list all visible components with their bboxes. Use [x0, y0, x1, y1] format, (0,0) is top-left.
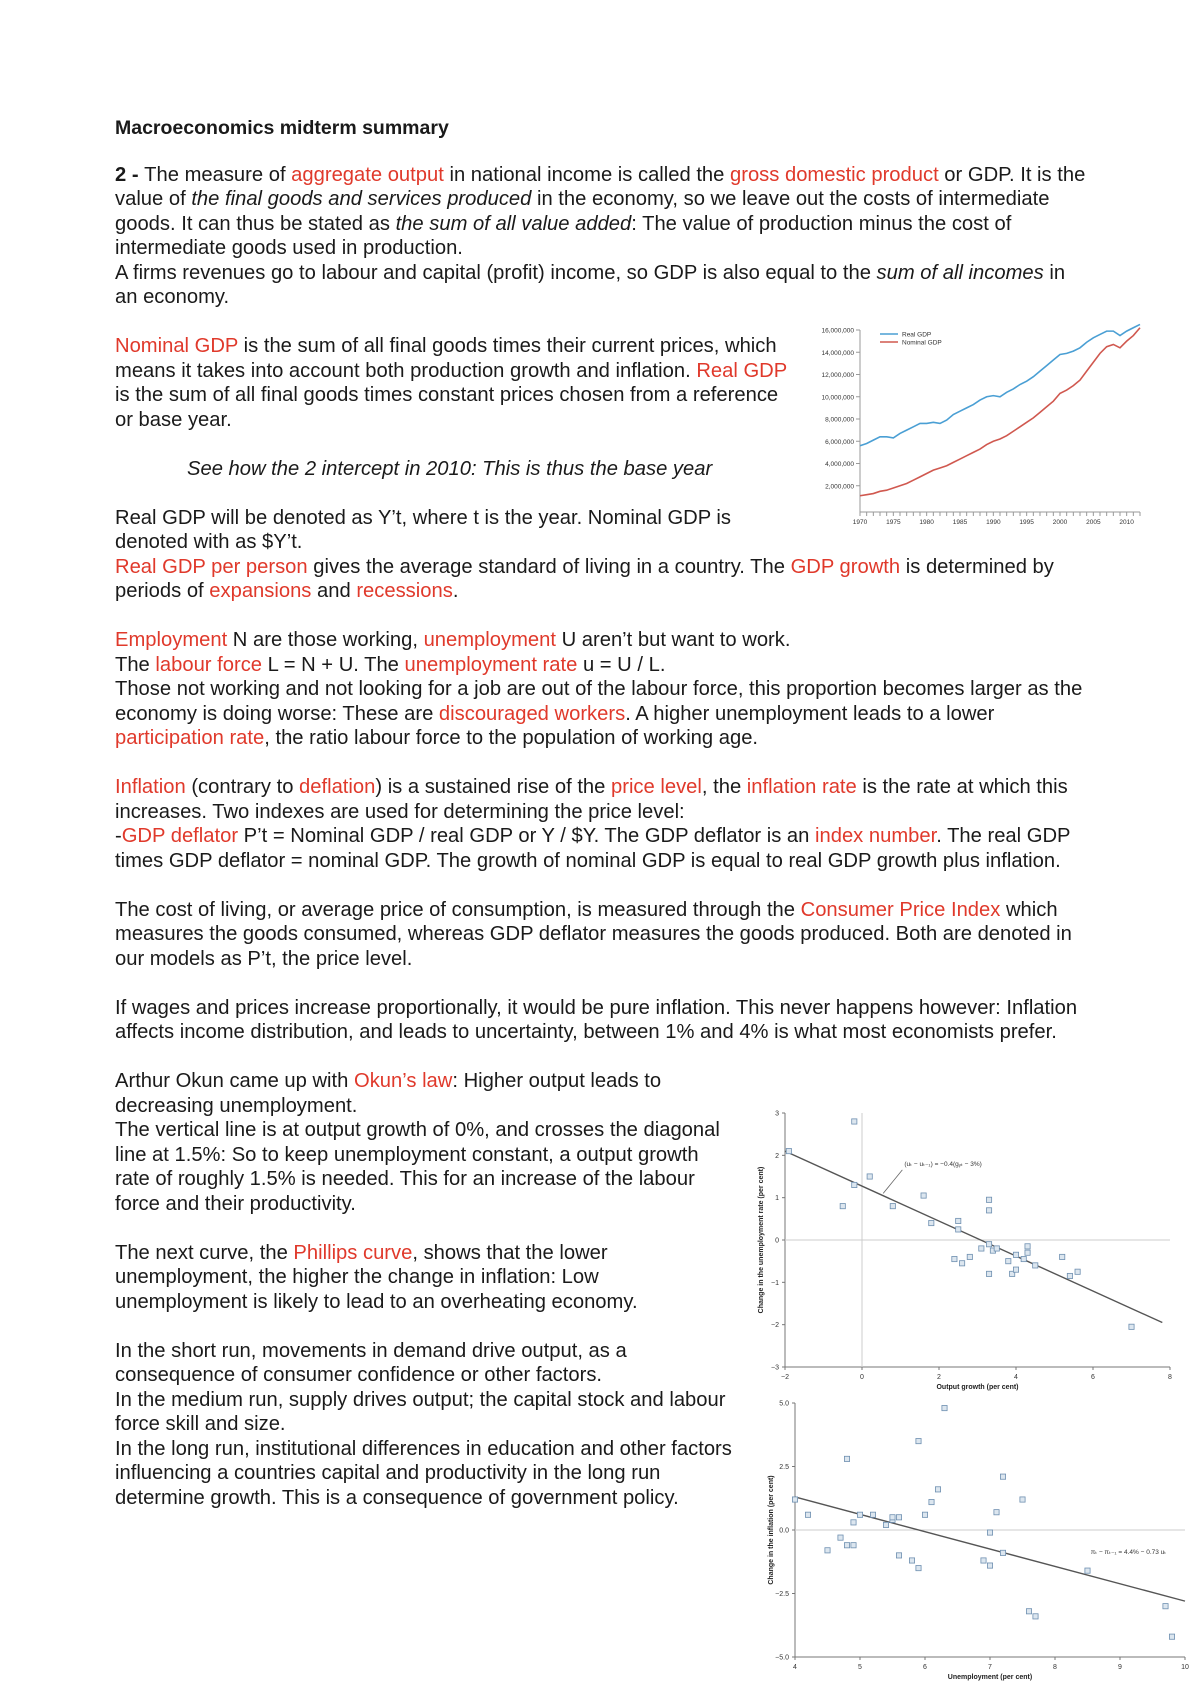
data-point [867, 1174, 872, 1179]
y-tick-label: −3 [771, 1364, 779, 1372]
data-point [987, 1563, 992, 1568]
data-point [922, 1512, 927, 1517]
data-point [1020, 1497, 1025, 1502]
text-run: Employment [115, 629, 228, 651]
data-point [981, 1558, 986, 1563]
data-point [851, 1520, 856, 1525]
text-run: participation rate [115, 727, 265, 749]
okun-scatter-chart [735, 1105, 1175, 1395]
data-point [1025, 1244, 1030, 1249]
data-point [851, 1543, 856, 1548]
x-tick-label: 4 [1014, 1374, 1018, 1381]
text-run: Phillips curve [293, 1241, 413, 1264]
x-tick-label: 8 [1053, 1664, 1057, 1671]
data-point [786, 1149, 791, 1154]
data-point [994, 1510, 999, 1515]
page-title: Macroeconomics midterm summary [115, 117, 449, 139]
text-run: recessions [356, 580, 453, 602]
gdp-incomes-text [115, 262, 1065, 309]
y-tick-label: 14,000,000 [821, 349, 854, 357]
paragraph-pure-inflation [115, 996, 1090, 1045]
y-axis-label: Change in the unemployment rate (per cent) [758, 1166, 765, 1314]
text-run: GDP growth [790, 555, 901, 578]
data-point [935, 1487, 940, 1492]
y-axis-label: Change in the inflation (per cent) [768, 1475, 775, 1585]
x-tick-label: −2 [781, 1374, 789, 1381]
text-run: Inflation [115, 776, 186, 798]
y-tick-label: 2,000,000 [825, 483, 854, 491]
text-run: 2 - [115, 163, 145, 186]
text-run: in the economy, so we leave out the costs of intermediate goods. It can thus be stated as [115, 188, 1050, 235]
text-run: In the long run, institutional differences in education and other factors influencing a countries capital and productivity in the long run determine growth. This is a consequence of government policy. [115, 1437, 732, 1509]
data-point [994, 1246, 999, 1251]
text-run: A firms revenues go to labour and capital (profit) income, so GDP is also equal to the [115, 261, 877, 284]
data-point [979, 1246, 984, 1251]
x-tick-label: 2005 [1086, 519, 1101, 526]
data-point [1060, 1254, 1065, 1259]
data-point [1033, 1614, 1038, 1619]
y-tick-label: −1 [771, 1279, 779, 1287]
paragraph-cpi [115, 898, 1090, 972]
x-tick-label: 2010 [1119, 519, 1134, 526]
fit-equation-label: (uₜ − uₜ₋₁) = −0.4(gᵧₜ − 3%) [904, 1160, 982, 1168]
data-point [986, 1271, 991, 1276]
x-tick-label: 5 [858, 1664, 862, 1671]
text-run: gives the average standard of living in a country. The [307, 555, 791, 578]
text-run: Okun’s law [354, 1070, 453, 1092]
text-run: , the [701, 776, 747, 798]
data-point [986, 1197, 991, 1202]
text-run: the sum of all value added [395, 212, 632, 235]
text-run: Real GDP will be denoted as Y’t, where t is the year. Nominal GDP is denoted with as $Y’t. [115, 506, 732, 553]
text-run: inflation rate [746, 776, 857, 798]
text-run: . [452, 580, 459, 602]
data-point [1000, 1550, 1005, 1555]
data-point [870, 1512, 875, 1517]
paragraph-phillips-curve [115, 1241, 735, 1315]
text-run: The vertical line is at output growth of 0%, and crosses the diagonal line at 1.5%: So to keep unemployment constant, a output growth rate of roughly 1.5% is needed. This for an increase of the labour force and their productivity. [115, 1119, 720, 1215]
x-tick-label: 2 [937, 1374, 941, 1381]
data-point [838, 1535, 843, 1540]
data-point [825, 1548, 830, 1553]
text-run: Real GDP [696, 359, 787, 382]
data-point [987, 1530, 992, 1535]
text-run: P’t = Nominal GDP / real GDP or Y / $Y. The GDP deflator is an [238, 825, 816, 847]
y-tick-label: −2 [771, 1322, 779, 1330]
data-point [883, 1522, 888, 1527]
data-point [1013, 1267, 1018, 1272]
text-run: - [115, 825, 122, 847]
paragraph-gdp-definition [115, 163, 1090, 310]
y-tick-label: 16,000,000 [821, 327, 854, 335]
y-tick-label: 10,000,000 [821, 394, 854, 402]
paragraph-inflation [115, 775, 1090, 873]
data-point [1025, 1250, 1030, 1255]
text-run: The cost of living, or average price of consumption, is measured through the [115, 898, 801, 921]
regression-line [785, 1151, 1162, 1322]
data-point [1169, 1634, 1174, 1639]
text-run: : The value of production minus the cost of intermediate goods used in production. [115, 212, 1012, 259]
y-tick-label: 12,000,000 [821, 372, 854, 379]
text-run: in an economy. [115, 261, 1066, 308]
text-run: and [311, 580, 357, 602]
data-point [890, 1515, 895, 1520]
x-tick-label: 4 [793, 1664, 797, 1671]
data-point [844, 1543, 849, 1548]
text-run: The next curve, the [115, 1241, 294, 1264]
phillips-scatter-chart [760, 1395, 1200, 1690]
data-point [1129, 1324, 1134, 1329]
data-point [1085, 1568, 1090, 1573]
y-tick-label: 5.0 [779, 1400, 789, 1408]
gdp-definition-text [115, 164, 1085, 260]
text-run: GDP deflator [121, 825, 239, 847]
text-run: is the sum of all final goods times constant prices chosen from a reference or base year. [115, 384, 779, 431]
data-point [942, 1405, 947, 1410]
data-point [986, 1242, 991, 1247]
text-run: The measure of [144, 163, 292, 186]
text-run: . The real GDP times GDP deflator = nominal GDP. The growth of nominal GDP is equal to real GDP growth plus inflation. [115, 825, 1071, 872]
paragraph-gdp-per-person [115, 555, 1090, 604]
data-point [929, 1220, 934, 1225]
text-run: deflation [299, 776, 376, 798]
y-tick-label: 1 [775, 1195, 779, 1203]
x-tick-label: 1970 [852, 519, 868, 526]
y-tick-label: 6,000,000 [825, 438, 854, 446]
data-point [896, 1553, 901, 1558]
text-run: u = U / L. [577, 653, 666, 676]
series-line-nominal-gdp [860, 328, 1140, 496]
text-run: Arthur Okun came up with [115, 1070, 354, 1092]
x-tick-label: 1980 [919, 519, 934, 526]
data-point [805, 1512, 810, 1517]
text-run: is the rate at which this increases. Two indexes are used for determining the price level: [115, 776, 1068, 823]
data-point [929, 1499, 934, 1504]
fit-label-leader [883, 1170, 902, 1194]
text-run: in national income is called the [443, 163, 730, 186]
text-run: aggregate output [291, 163, 444, 186]
data-point [890, 1204, 895, 1209]
data-point [852, 1182, 857, 1187]
text-run: : Higher output leads to decreasing unemployment. [115, 1070, 662, 1117]
y-tick-label: −5.0 [775, 1654, 789, 1662]
text-run: (contrary to [185, 776, 300, 798]
data-point [1067, 1273, 1072, 1278]
y-tick-label: 2.5 [779, 1464, 789, 1471]
paragraph-runs [115, 1339, 735, 1511]
data-point [952, 1256, 957, 1261]
text-run: price level [611, 776, 702, 798]
text-run: unemployment rate [404, 653, 578, 676]
text-run: gross domestic product [730, 163, 939, 186]
text-run: Consumer Price Index [800, 898, 1001, 921]
y-tick-label: −2.5 [775, 1591, 789, 1598]
x-tick-label: 8 [1168, 1374, 1172, 1381]
data-point [916, 1566, 921, 1571]
text-run: U aren’t but want to work. [555, 629, 791, 651]
gdp-line-chart [790, 318, 1150, 538]
text-run: L = N + U. The [262, 653, 405, 676]
data-point [844, 1456, 849, 1461]
text-run: Real GDP per person [115, 555, 308, 578]
text-run: labour force [155, 653, 263, 676]
data-point [956, 1227, 961, 1232]
data-point [1026, 1609, 1031, 1614]
text-run: the final goods and services produced [191, 188, 532, 210]
text-run: The [115, 653, 156, 676]
legend-label: Nominal GDP [902, 339, 942, 347]
text-run: is the sum of all final goods times their current prices, which means it takes into account both production growth and inflation. [115, 335, 777, 382]
y-tick-label: 0.0 [779, 1527, 789, 1535]
paragraph-nominal-real-gdp [115, 334, 795, 432]
text-run: index number [815, 825, 937, 847]
x-tick-label: 1990 [986, 519, 1001, 526]
y-tick-label: 3 [775, 1110, 779, 1118]
base-year-note: See how the 2 intercept in 2010: This is thus the base year [187, 457, 713, 480]
paragraph-real-gdp-notation [115, 506, 795, 555]
y-tick-label: 0 [775, 1237, 779, 1245]
text-run: ) is a sustained rise of the [375, 776, 611, 798]
data-point [852, 1119, 857, 1124]
data-point [792, 1497, 797, 1502]
text-run: N are those working, [227, 629, 424, 651]
x-tick-label: 2000 [1052, 519, 1068, 526]
data-point [916, 1439, 921, 1444]
data-point [1000, 1474, 1005, 1479]
text-run: is determined by periods of [115, 555, 1054, 602]
data-point [967, 1254, 972, 1259]
text-run: expansions [209, 580, 312, 602]
data-point [840, 1204, 845, 1209]
text-run: discouraged workers [438, 702, 626, 725]
text-run: . A higher unemployment leads to a lower [625, 702, 995, 725]
legend-label: Real GDP [902, 331, 932, 339]
text-run: In the short run, movements in demand drive output, as a consequence of consumer confidence or other factors. [115, 1339, 627, 1386]
x-tick-label: 0 [860, 1374, 864, 1381]
text-run: unemployment [423, 629, 556, 651]
text-run: Those not working and not looking for a job are out of the labour force, this proportion becomes larger as the economy is doing worse: These are [115, 678, 1083, 725]
x-tick-label: 1975 [886, 519, 901, 526]
x-axis-label: Unemployment (per cent) [947, 1674, 1033, 1681]
data-point [921, 1193, 926, 1198]
x-tick-label: 6 [1091, 1374, 1095, 1381]
x-axis-label: Output growth (per cent) [936, 1384, 1019, 1391]
text-run: If wages and prices increase proportionally, it would be pure inflation. This never happens however: Inflation affects income distribution, and leads to uncertainty, between 1% and 4% is what most economists prefer. [115, 996, 1078, 1043]
fit-equation-label: πₜ − πₜ₋₁ = 4.4% − 0.73 uₜ [1090, 1549, 1167, 1557]
data-point [909, 1558, 914, 1563]
text-run: which measures the goods consumed, whereas GDP deflator measures the goods produced. Both are denoted in our models as P’t, the price level. [115, 898, 1072, 970]
y-tick-label: 4,000,000 [825, 461, 854, 468]
data-point [857, 1512, 862, 1517]
text-run: In the medium run, supply drives output; the capital stock and labour force skill and size. [115, 1388, 726, 1435]
data-point [1033, 1263, 1038, 1268]
text-run: , the ratio labour force to the population of working age. [264, 727, 759, 749]
x-tick-label: 1985 [952, 519, 968, 526]
x-tick-label: 6 [923, 1664, 927, 1671]
y-tick-label: 8,000,000 [825, 416, 854, 424]
data-point [1021, 1256, 1026, 1261]
text-run: sum of all incomes [876, 261, 1044, 284]
x-tick-label: 9 [1118, 1664, 1122, 1671]
data-point [1075, 1269, 1080, 1274]
data-point [986, 1208, 991, 1213]
data-point [956, 1218, 961, 1223]
x-tick-label: 7 [988, 1664, 992, 1671]
y-tick-label: 2 [775, 1152, 779, 1160]
data-point [1006, 1259, 1011, 1264]
text-run: or GDP. It is the value of [115, 163, 1086, 210]
data-point [1163, 1604, 1168, 1609]
data-point [896, 1515, 901, 1520]
data-point [1013, 1252, 1018, 1257]
paragraph-okuns-law [115, 1069, 735, 1216]
text-run: Nominal GDP [115, 335, 239, 357]
x-tick-label: 10 [1181, 1664, 1189, 1671]
text-run: , shows that the lower unemployment, the higher the change in inflation: Low unemployment is likely to lead to an overheating economy. [115, 1241, 638, 1313]
paragraph-employment [115, 628, 1090, 751]
x-tick-label: 1995 [1019, 519, 1034, 526]
data-point [960, 1261, 965, 1266]
